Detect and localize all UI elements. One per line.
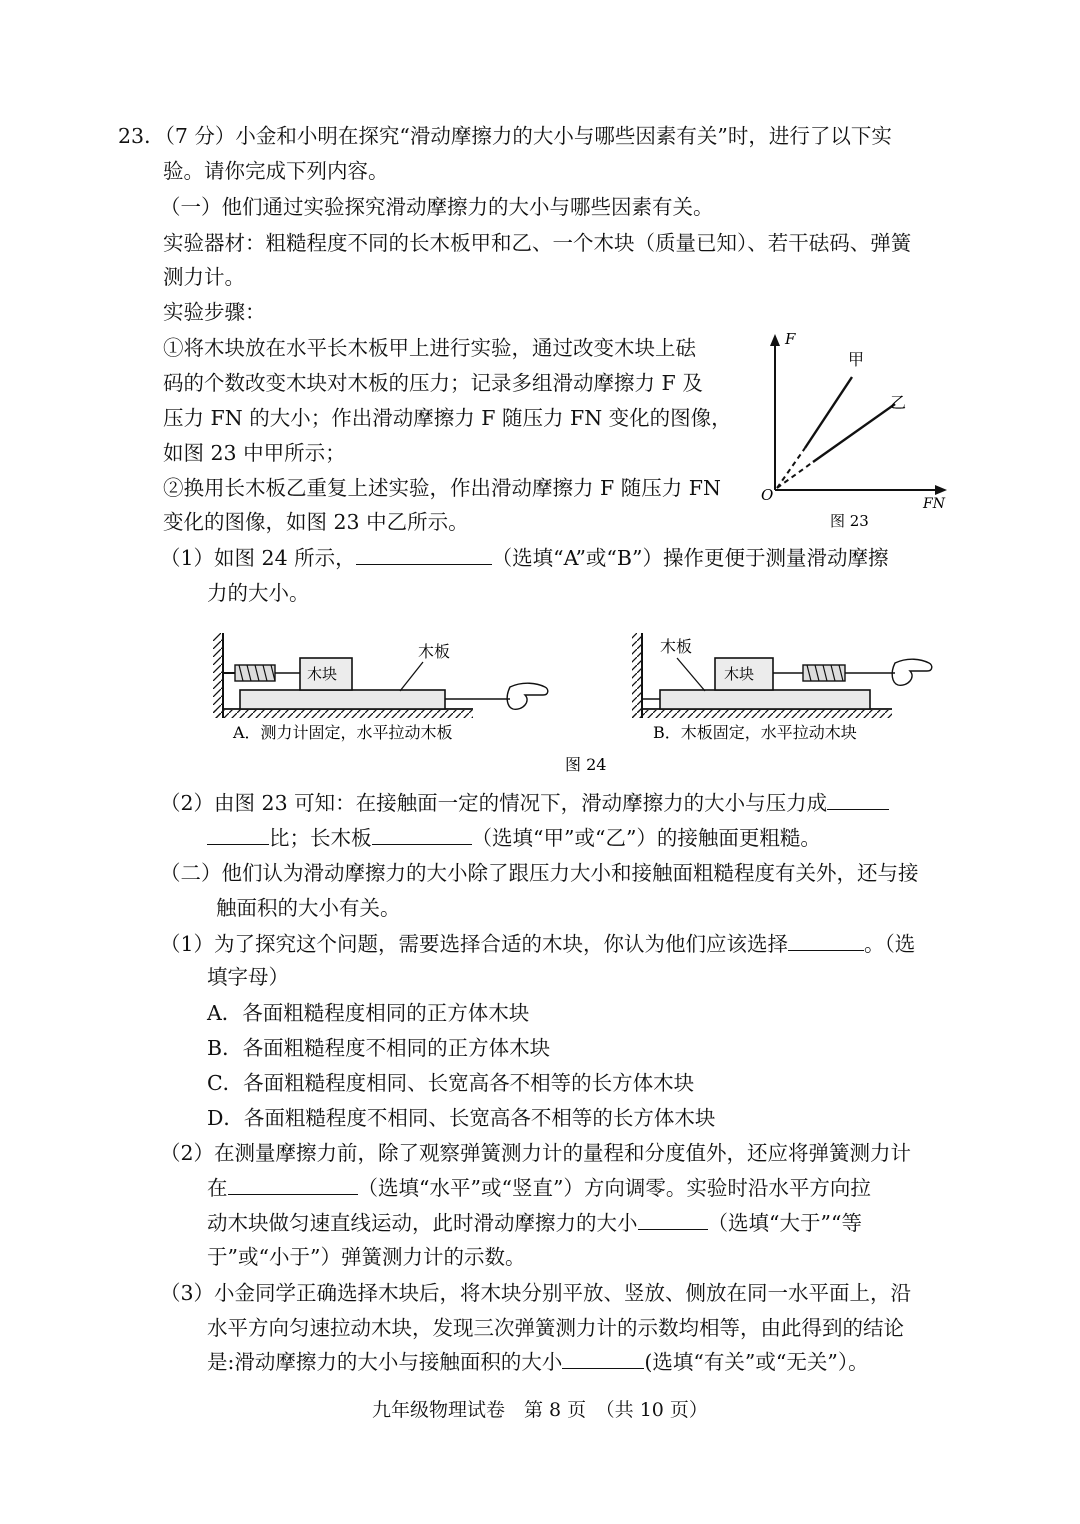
board-pointer [400,662,423,691]
p2-q3-blank[interactable] [562,1348,644,1369]
option-b: B．各面粗糙程度不相同的正方体木块 [207,1036,551,1060]
line-yi-label: 乙 [890,393,907,412]
step1-line-c: 压力 FN 的大小；作出滑动摩擦力 F 随压力 FN 变化的图像， [163,406,732,430]
hand-icon [507,683,548,709]
step1-line-b: 码的个数改变木块对木板的压力；记录多组滑动摩擦力 F 及 [163,371,703,395]
p1-q2-text-c: （选填“甲”或“乙”）的接触面更粗糙。 [471,826,821,850]
ground-hatch [632,710,892,718]
p1-q1-text-a: （1）如图 24 所示， [160,546,356,570]
p2-q1-text-b: 。（选 [864,932,916,956]
ground-hatch [213,710,473,718]
part2-line-b: 触面积的大小有关。 [216,896,401,920]
p2-q2-line-d: 于”或“小于”）弹簧测力计的示数。 [207,1245,526,1269]
block-label: 木块 [307,665,338,683]
steps-title: 实验步骤： [163,300,266,324]
p2-q3-line-a: （3）小金同学正确选择木块后，将木块分别平放、竖放、侧放在同一水平面上，沿 [160,1281,912,1305]
part2-line-a: （二）他们认为滑动摩擦力的大小除了跟压力大小和接触面粗糙程度有关外，还与接 [160,861,919,885]
p2-q1-text-a: （1）为了探究这个问题，需要选择合适的木块，你认为他们应该选择 [160,932,789,956]
board-label: 木板 [660,637,693,656]
line-jia [805,377,852,448]
origin-label: O [761,486,774,504]
p2-q2-text-b2: （选填“水平”或“竖直”）方向调零。实验时沿水平方向拉 [357,1176,871,1200]
wall-hatch [632,633,642,718]
line-yi [813,404,895,462]
p2-q2-line-b [207,1173,871,1203]
board [660,690,870,709]
option-c: C．各面粗糙程度相同、长宽高各不相等的长方体木块 [207,1071,695,1095]
step2-line-a: ②换用长木板乙重复上述实验，作出滑动摩擦力 F 随压力 FN [163,476,721,500]
p1-q1-line-b: 力的大小。 [207,581,310,605]
materials-line-1: 实验器材：粗糙程度不同的长木板甲和乙、一个木块（质量已知）、若干砝码、弹簧 [163,231,912,255]
p2-q2-line-c [207,1208,862,1238]
materials-line-2: 测力计。 [163,265,245,289]
p1-q2-text-b: 比；长木板 [269,826,372,850]
part1-title: （一）他们通过实验探究滑动摩擦力的大小与哪些因素有关。 [160,195,714,219]
p2-q3-line-c [207,1347,869,1377]
x-axis-arrow [935,485,947,495]
p1-q1-blank[interactable] [356,544,492,565]
board-label: 木板 [418,642,451,661]
p2-q1-blank[interactable] [788,930,864,951]
line-jia-label: 甲 [848,350,865,369]
p2-q2-text-c1: 动木块做匀速直线运动，此时滑动摩擦力的大小 [207,1211,638,1235]
p2-q1-line-b: 填字母） [207,965,289,989]
block-label: 木块 [724,665,755,683]
p1-q2-blank-2[interactable] [372,824,472,845]
option-d: D．各面粗糙程度不相同、长宽高各不相等的长方体木块 [207,1106,716,1130]
p1-q2-blank-1b[interactable] [207,824,269,845]
p2-q2-blank-1[interactable] [228,1174,358,1195]
line-yi-dashed [777,462,813,488]
figure-23 [755,330,965,545]
line-jia-dashed [777,448,805,488]
question-header-cont: 验。请你完成下列内容。 [163,159,389,183]
p2-q2-line-a: （2）在测量摩擦力前，除了观察弹簧测力计的量程和分度值外，还应将弹簧测力计 [160,1141,912,1165]
step1-line-d: 如图 23 中甲所示； [163,441,346,465]
figure-24a [213,633,548,742]
hand-icon [892,659,932,685]
board-pointer [677,658,705,691]
wall-hatch [213,633,223,718]
figure-24b [632,633,932,742]
p1-q2-line-a [160,788,889,818]
y-axis-label: F [785,330,796,348]
caption-b: B．木板固定，水平拉动木块 [653,723,857,742]
p2-q1-line-a [160,929,915,959]
p2-q2-text-b1: 在 [207,1176,228,1200]
p1-q1-text-b: （选填“A”或“B”）操作更便于测量滑动摩擦 [491,546,889,570]
p1-q2-line-b [207,823,821,853]
step1-line-a: ①将木块放在水平长木板甲上进行实验，通过改变木块上砝 [163,336,696,360]
option-a: A．各面粗糙程度相同的正方体木块 [207,1001,530,1025]
y-axis-arrow [770,334,780,346]
p1-q2-text-a: （2）由图 23 可知：在接触面一定的情况下，滑动摩擦力的大小与压力成 [160,791,828,815]
step2-line-b: 变化的图像，如图 23 中乙所示。 [163,510,469,534]
question-header: 23．（7 分）小金和小明在探究“滑动摩擦力的大小与哪些因素有关”时，进行了以下实 [118,124,892,148]
page-footer: 九年级物理试卷 第 8 页 （共 10 页） [372,1399,708,1421]
p2-q3-line-b: 水平方向匀速拉动木块，发现三次弹簧测力计的示数均相等，由此得到的结论 [207,1316,904,1340]
x-axis-label: FN [923,496,945,512]
figure-24 [205,625,970,775]
p2-q2-text-c2: （选填“大于”“等 [707,1211,862,1235]
caption-a: A．测力计固定，水平拉动木板 [233,723,453,742]
figure-23-caption: 图 23 [830,512,869,530]
p2-q3-text-c2: (选填“有关”或“无关”）。 [644,1350,869,1374]
p2-q2-blank-2[interactable] [638,1209,708,1230]
board [240,690,445,709]
p2-q3-text-c1: 是:滑动摩擦力的大小与接触面积的大小 [207,1350,563,1374]
figure-24-caption: 图 24 [565,755,607,774]
p1-q1-line-a [160,543,888,573]
p1-q2-blank-1a[interactable] [827,789,889,810]
